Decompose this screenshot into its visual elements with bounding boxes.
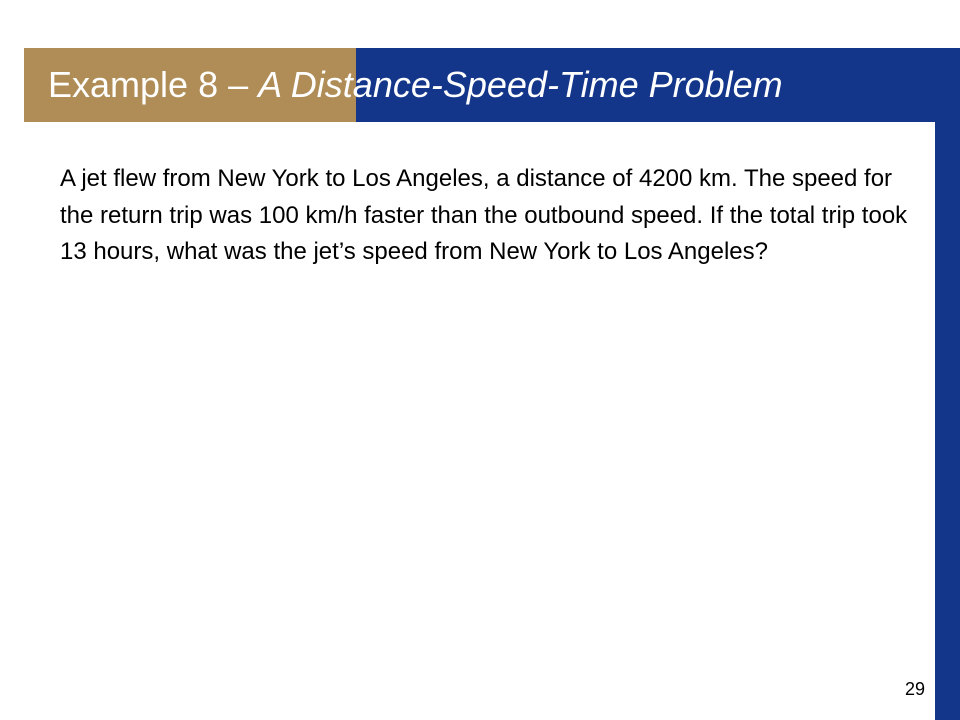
slide-title — [48, 62, 783, 108]
title-emphasis: A Distance-Speed-Time Problem — [258, 64, 783, 105]
page-number: 29 — [904, 679, 925, 699]
right-side-bar — [935, 122, 960, 720]
title-lead: Example 8 – — [48, 64, 259, 105]
problem-statement: A jet flew from New York to Los Angeles, a distance of 4200 km. The speed for the return trip was 100 km/h faster than the outbound speed. If the total trip took 13 hours, what was the jet’s speed from New York to Los Angeles? — [60, 165, 908, 265]
